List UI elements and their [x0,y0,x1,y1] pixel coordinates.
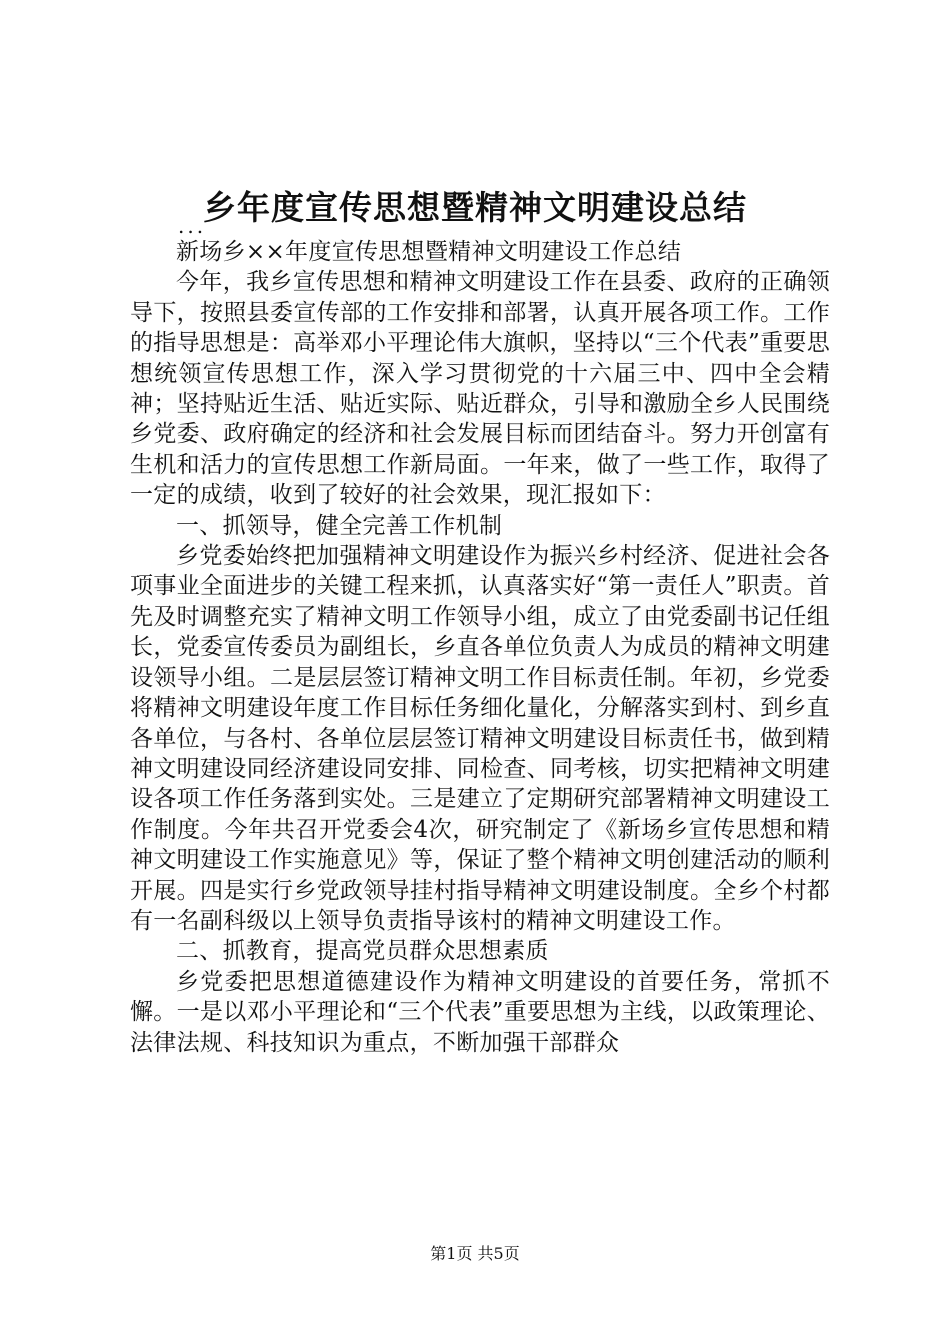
body-paragraph: 今年，我乡宣传思想和精神文明建设工作在县委、政府的正确领导下，按照县委宣传部的工作安排和部署，认真开展各项工作。工作的指导思想是：高举邓小平理论伟大旗帜，坚持以“三个代表”重要思想统领宣传思想工作，深入学习贯彻党的十六届三中、四中全会精神；坚持贴近生活、贴近实际、贴近群众，引导和激励全乡人民围绕乡党委、政府确定的经济和社会发展目标而团结奋斗。努力开创富有生机和活力的宣传思想工作新局面。一年来，做了一些工作，取得了一定的成绩，收到了较好的社会效果，现汇报如下： [130,269,830,509]
document-body [130,237,830,1058]
body-paragraph: 乡党委把思想道德建设作为精神文明建设的首要任务，常抓不懈。一是以邓小平理论和“三个代表”重要思想为主线，以政策理论、法律法规、科技知识为重点，不断加强干部群众 [130,968,830,1056]
body-paragraph: 乡党委始终把加强精神文明建设作为振兴乡村经济、促进社会各项事业全面进步的关键工程来抓，认真落实好“第一责任人”职责。首先及时调整充实了精神文明工作领导小组，成立了由党委副书记任组长，党委宣传委员为副组长，乡直各单位负责人为成员的精神文明建设领导小组。二是层层签订精神文明工作目标责任制。年初，乡党委将精神文明建设年度工作目标任务细化量化，分解落实到村、到乡直各单位，与各村、各单位层层签订精神文明建设目标责任书，做到精神文明建设同经济建设同安排、同检查、同考核，切实把精神文明建设各项工作任务落到实处。三是建立了定期研究部署精神文明建设工作制度。今年共召开党委会4次，研究制定了《新场乡宣传思想和精神文明建设工作实施意见》等，保证了整个精神文明创建活动的顺利开展。四是实行乡党政领导挂村指导精神文明建设制度。全乡个村都有一名副科级以上领导负责指导该村的精神文明建设工作。 [130,543,830,934]
document-title: 乡年度宣传思想暨精神文明建设总结 [203,188,747,227]
page-number-footer: 第1页 共5页 [430,1244,520,1263]
subtitle-paragraph: 新场乡××年度宣传思想暨精神文明建设工作总结 [176,239,682,265]
section-heading: 二、抓教育，提高党员群众思想素质 [176,938,549,965]
section-heading: 一、抓领导，健全完善工作机制 [176,512,503,539]
ellipsis-marker: ... [178,214,207,238]
